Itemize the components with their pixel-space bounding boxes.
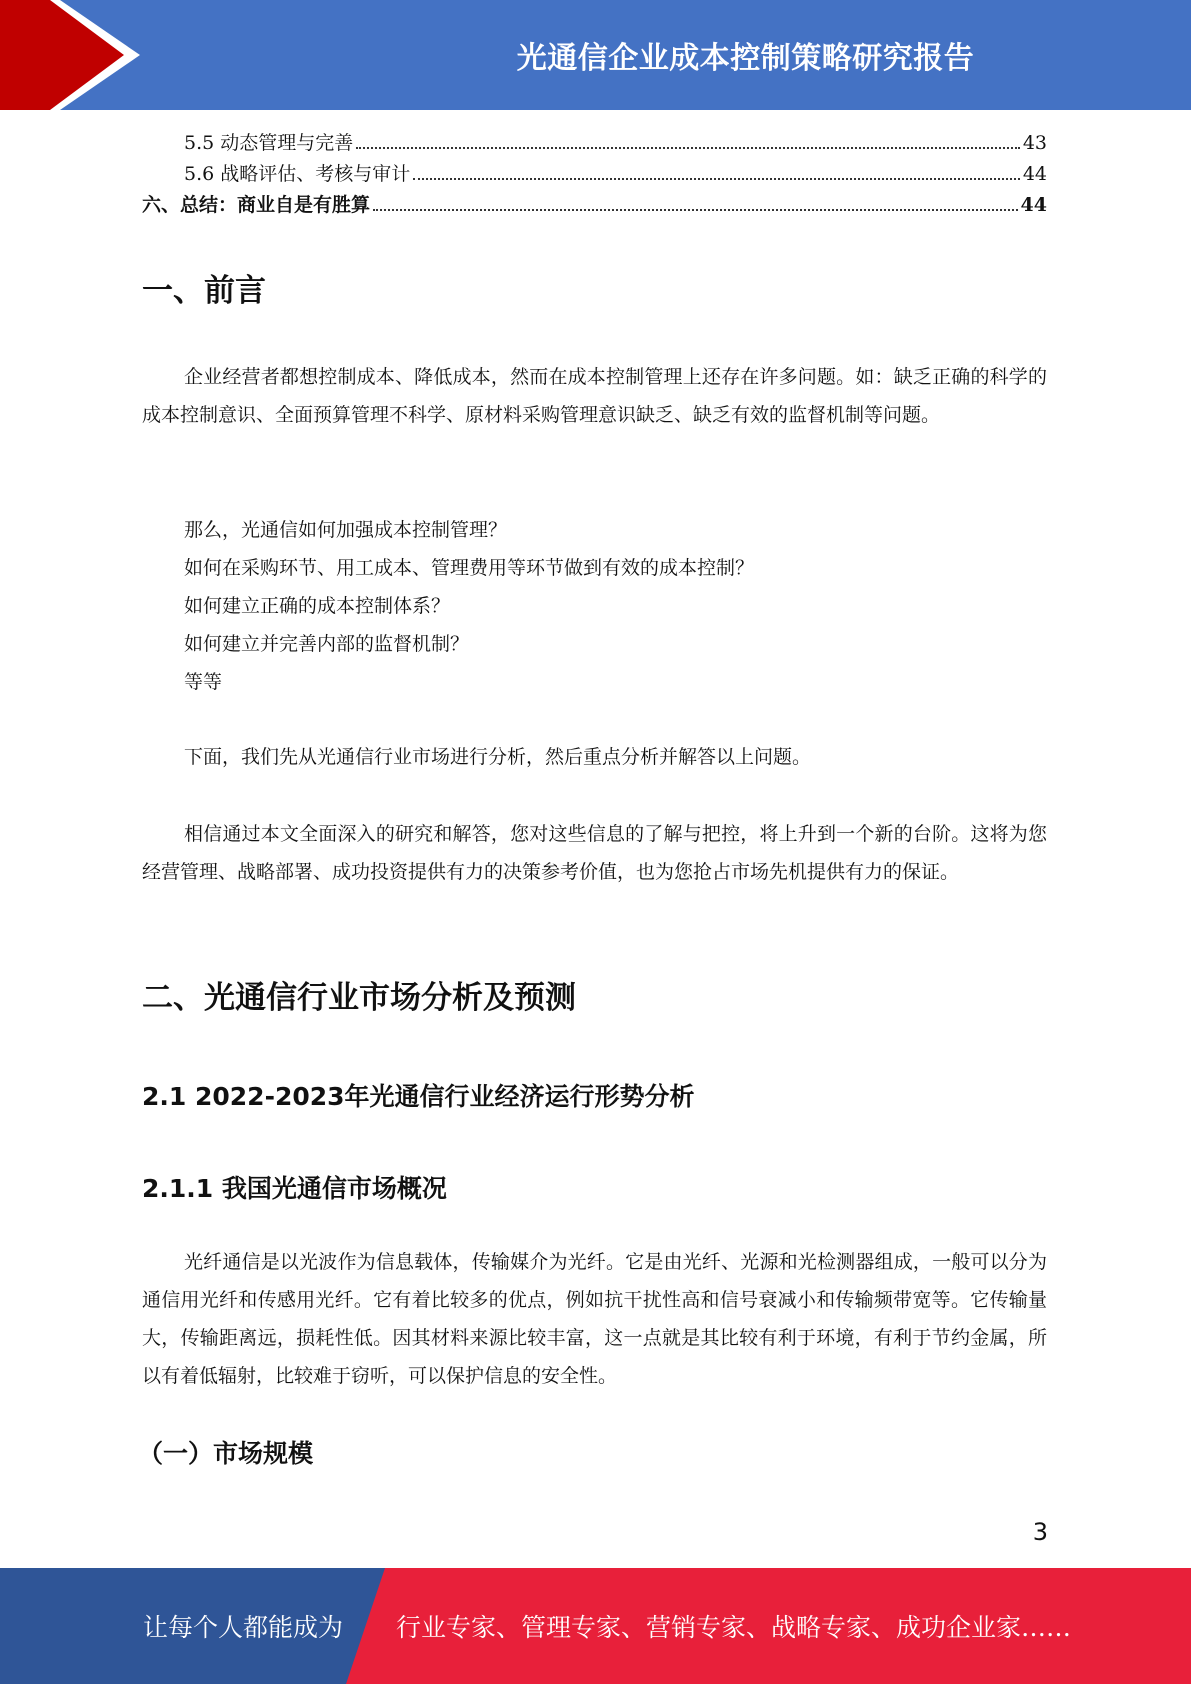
toc-entry-page: 43 xyxy=(1022,132,1047,154)
header-red-arrow-shape xyxy=(0,0,150,110)
toc-entry-label: 六、总结：商业自是有胜算 xyxy=(142,194,371,216)
subsection-heading-2-1-1: 2.1.1 我国光通信市场概况 xyxy=(142,1174,447,1203)
question-item: 如何建立并完善内部的监督机制？ xyxy=(184,633,470,655)
section-heading-market: 二、光通信行业市场分析及预测 xyxy=(142,980,576,1016)
section-heading-preface: 一、前言 xyxy=(142,273,266,309)
preface-paragraph-3: 相信通过本文全面深入的研究和解答，您对这些信息的了解与把控，将上升到一个新的台阶。这将为您经营管理、战略部署、成功投资提供有力的决策参考价值，也为您抢占市场先机提供有力的保证。 xyxy=(142,823,1047,883)
toc-entry-page: 44 xyxy=(1020,194,1047,216)
toc-leader-dots xyxy=(356,147,1020,149)
question-item: 那么，光通信如何加强成本控制管理？ xyxy=(184,519,508,541)
preface-paragraph-2: 下面，我们先从光通信行业市场进行分析，然后重点分析并解答以上问题。 xyxy=(184,746,812,768)
market-overview-paragraph: 光纤通信是以光波作为信息载体，传输媒介为光纤。它是由光纤、光源和光检测器组成，一般可以分为通信用光纤和传感用光纤。它有着比较多的优点，例如抗干扰性高和信号衰减小和传输频带宽等。它传输量大，传输距离远，损耗性低。因其材料来源比较丰富，这一点就是其比较有利于环境，有利于节约金属，所以有着低辐射，比较难于窃听，可以保护信息的安全性。 xyxy=(142,1251,1047,1387)
page-header xyxy=(0,0,1191,110)
toc-entry[interactable] xyxy=(142,190,1047,221)
page-number: 3 xyxy=(1032,1518,1048,1546)
table-of-contents xyxy=(142,128,1047,221)
preface-paragraph-1: 企业经营者都想控制成本、降低成本，然而在成本控制管理上还存在许多问题。如：缺乏正确的科学的成本控制意识、全面预算管理不科学、原材料采购管理意识缺乏、缺乏有效的监督机制等问题。 xyxy=(142,366,1047,426)
subsection-heading-2-1: 2.1 2022-2023年光通信行业经济运行形势分析 xyxy=(142,1082,695,1111)
report-title: 光通信企业成本控制策略研究报告 xyxy=(516,41,975,76)
toc-entry[interactable] xyxy=(142,159,1047,190)
toc-entry[interactable] xyxy=(142,128,1047,159)
footer-slogan-right: 行业专家、管理专家、营销专家、战略专家、成功企业家…… xyxy=(396,1613,1072,1642)
subsection-heading-market-size: （一）市场规模 xyxy=(138,1439,314,1468)
toc-entry-label: 5.5 动态管理与完善 xyxy=(184,132,354,154)
toc-leader-dots xyxy=(373,209,1018,211)
footer-slogan-left: 让每个人都能成为 xyxy=(143,1613,344,1642)
question-item: 如何建立正确的成本控制体系？ xyxy=(184,595,451,617)
toc-leader-dots xyxy=(413,178,1020,180)
question-item: 等等 xyxy=(184,671,223,693)
toc-entry-label: 5.6 战略评估、考核与审计 xyxy=(184,163,411,185)
question-list xyxy=(184,511,754,701)
question-item: 如何在采购环节、用工成本、管理费用等环节做到有效的成本控制？ xyxy=(184,557,755,579)
page-footer xyxy=(0,1568,1191,1684)
toc-entry-page: 44 xyxy=(1022,163,1047,185)
